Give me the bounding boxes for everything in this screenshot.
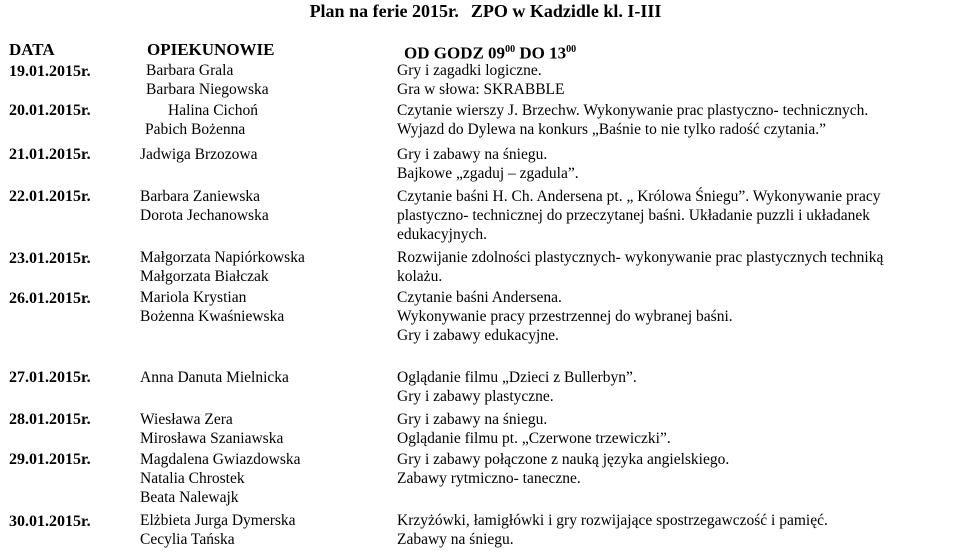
activity-line: edukacyjnych.: [397, 226, 487, 243]
guardian-name: Pabich Bożenna: [145, 121, 246, 138]
activity-line: Gry i zagadki logiczne.: [397, 62, 542, 79]
activity-line: plastyczno- technicznej do przeczytanej baśni. Układanie puzzli i układanek: [397, 207, 870, 224]
row-date: 30.01.2015r.: [9, 513, 91, 530]
row-date: 20.01.2015r.: [9, 102, 91, 119]
activity-line: Zabawy na śniegu.: [397, 531, 514, 548]
row-date: 19.01.2015r.: [9, 63, 91, 80]
guardian-name: Elżbieta Jurga Dymerska: [140, 512, 296, 529]
row-activities: [397, 187, 880, 244]
header-time-sup1: 00: [505, 44, 516, 55]
guardian-name: Halina Cichoń: [168, 102, 258, 119]
activity-line: Krzyżówki, łamigłówki i gry rozwijające spostrzegawczość i pamięć.: [397, 512, 828, 529]
activity-line: Gry i zabawy na śniegu.: [397, 411, 548, 428]
row-activities: [397, 450, 729, 488]
guardian-name: Małgorzata Białczak: [140, 268, 269, 285]
header-time-prefix: OD GODZ 09: [404, 43, 506, 63]
guardian-name: Anna Danuta Mielnicka: [140, 369, 289, 386]
row-guardians: [140, 410, 283, 448]
activity-line: Gra w słowa: SKRABBLE: [397, 81, 565, 98]
row-activities: [397, 61, 564, 99]
guardian-name: Cecylia Tańska: [140, 531, 235, 548]
guardian-name: Magdalena Gwiazdowska: [140, 451, 301, 468]
guardian-name: Wiesława Zera: [140, 411, 233, 428]
activity-line: Gry i zabawy plastyczne.: [397, 388, 554, 405]
header-date: DATA: [9, 40, 55, 59]
row-guardians: [140, 368, 289, 387]
row-activities: [397, 145, 579, 183]
activity-line: Gry i zabawy połączone z nauką języka angielskiego.: [397, 451, 730, 468]
guardian-name: Małgorzata Napiórkowska: [140, 249, 305, 266]
activity-line: kolażu.: [397, 268, 443, 285]
guardian-name: Beata Nalewajk: [140, 489, 239, 506]
page-title: [0, 0, 959, 22]
row-guardians: [140, 248, 305, 286]
row-date: 26.01.2015r.: [9, 290, 91, 307]
row-activities: [397, 368, 637, 406]
row-guardians: [146, 61, 269, 99]
row-date: 28.01.2015r.: [9, 411, 91, 428]
guardian-name: Natalia Chrostek: [140, 470, 245, 487]
guardian-name: Jadwiga Brzozowa: [140, 146, 258, 163]
row-guardians: [140, 145, 258, 164]
row-activities: [397, 410, 671, 448]
row-date: 27.01.2015r.: [9, 369, 91, 386]
activity-line: Wykonywanie pracy przestrzennej do wybranej baśni.: [397, 308, 733, 325]
row-activities: [397, 248, 883, 286]
activity-line: Gry i zabawy edukacyjne.: [397, 327, 559, 344]
activity-line: Bajkowe „zgaduj – zgadula”.: [397, 165, 579, 182]
guardian-name: Mariola Krystian: [140, 289, 247, 306]
activity-line: Gry i zabawy na śniegu.: [397, 146, 548, 163]
row-guardians: [140, 187, 269, 225]
guardian-name: Bożenna Kwaśniewska: [140, 308, 285, 325]
row-activities: [397, 288, 733, 345]
guardian-name: Barbara Niegowska: [146, 81, 269, 98]
row-date: 23.01.2015r.: [9, 250, 91, 267]
guardian-name: Dorota Jechanowska: [140, 207, 269, 224]
activity-line: Oglądanie filmu „Dzieci z Bullerbyn”.: [397, 369, 637, 386]
title-main: Plan na ferie 2015r.: [309, 1, 459, 21]
row-guardians: [140, 288, 284, 326]
guardian-name: Barbara Grala: [146, 62, 234, 79]
row-guardians: [140, 450, 301, 507]
activity-line: Rozwijanie zdolności plastycznych- wykonywanie prac plastycznych techniką: [397, 249, 884, 266]
guardian-name: Mirosława Szaniawska: [140, 430, 284, 447]
header-time-mid: DO 13: [515, 43, 567, 63]
activity-line: Zabawy rytmiczno- taneczne.: [397, 470, 581, 487]
title-sub: ZPO w Kadzidle kl. I-III: [470, 1, 662, 21]
activity-line: Oglądanie filmu pt. „Czerwone trzewiczki”.: [397, 430, 671, 447]
header-guardians: OPIEKUNOWIE: [147, 40, 275, 59]
activity-line: Czytanie baśni Andersena.: [397, 289, 562, 306]
row-guardians: [145, 101, 258, 139]
guardian-name: Barbara Zaniewska: [140, 188, 261, 205]
row-activities: [397, 511, 828, 549]
header-time-sup2: 00: [566, 44, 577, 55]
row-date: 22.01.2015r.: [9, 188, 91, 205]
activity-line: Wyjazd do Dylewa na konkurs „Baśnie to nie tylko radość czytania.”: [397, 121, 827, 138]
row-guardians: [140, 511, 296, 549]
row-date: 29.01.2015r.: [9, 451, 91, 468]
activity-line: Czytanie wierszy J. Brzechw. Wykonywanie prac plastyczno- technicznych.: [397, 102, 869, 119]
row-activities: [397, 101, 868, 139]
activity-line: Czytanie baśni H. Ch. Andersena pt. „ Królowa Śniegu”. Wykonywanie pracy: [397, 188, 881, 205]
row-date: 21.01.2015r.: [9, 146, 91, 163]
